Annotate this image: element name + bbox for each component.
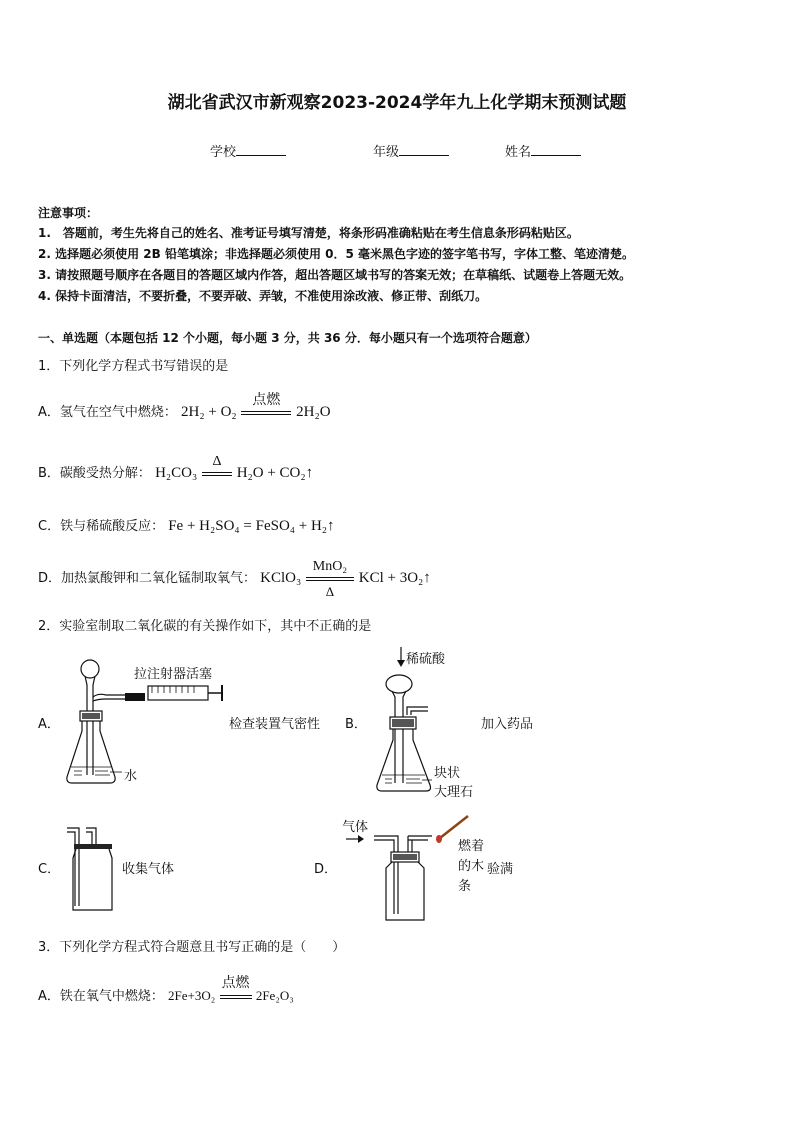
section-heading: 一、单选题（本题包括 12 个小题，每小题 3 分，共 36 分．每小题只有一个选项符合题意）: [38, 331, 537, 345]
q3-a-left: 2Fe+3O₂: [168, 988, 216, 1003]
q2-a-caption: 检查装置气密性: [229, 717, 321, 732]
name-blank: [531, 143, 581, 156]
q2-c-apparatus: [62, 824, 122, 916]
q1-b-cond-text: Δ: [212, 454, 222, 469]
q1-a-text: A．氢气在空气中燃烧：: [38, 405, 177, 420]
q1-stem: 1．下列化学方程式书写错误的是: [38, 359, 229, 374]
grade-blank: [399, 143, 449, 156]
q1-a-cond-text: 点燃: [252, 393, 281, 408]
q2-option-b-label: B．: [345, 717, 367, 732]
page-title: 湖北省武汉市新观察2023-2024学年九上化学期末预测试题: [167, 93, 627, 113]
q3-a-equals: [220, 995, 252, 999]
q3-a-right: 2Fe₂O₃: [255, 988, 294, 1003]
school-field: [210, 141, 286, 160]
q2-b-solid-label-2: 大理石: [434, 785, 474, 800]
q3-a-cond-text: 点燃: [221, 976, 250, 991]
q1-b-condition: [202, 454, 232, 482]
q2-stem: 2．实验室制取二氧化碳的有关操作如下，其中不正确的是: [38, 619, 372, 634]
q1-a-equals: [241, 411, 291, 415]
q2-d-stick-label-1: 燃着: [458, 839, 485, 854]
notice-item-1: 1. 答题前，考生先将自己的姓名、准考证号填写清楚，将条形码准确粘贴在考生信息条形码粘贴区。: [38, 226, 579, 240]
q1-b-right: H₂O + CO₂↑: [236, 465, 314, 481]
q2-option-d-label: D．: [314, 862, 338, 877]
q1-d-left: KClO₃: [260, 570, 302, 586]
q1-c-equation: Fe + H₂SO₄ = FeSO₄ + H₂↑: [168, 518, 335, 534]
q3-a-condition: [220, 976, 252, 1004]
name-field: [505, 141, 581, 160]
q1-a-equation: [181, 393, 331, 420]
grade-field: [373, 141, 449, 160]
q2-d-stick-label-2: 的木: [458, 859, 485, 874]
q1-d-cond-bot: Δ: [325, 584, 335, 599]
q1-option-c: [38, 515, 335, 535]
notice-item-4: 4. 保持卡面清洁，不要折叠，不要弄破、弄皱，不准使用涂改液、修正带、刮纸刀。: [38, 289, 488, 303]
q1-d-equation: [260, 559, 431, 599]
notice-heading: 注意事项：: [38, 206, 99, 220]
q1-option-a: [38, 393, 331, 421]
name-label: 姓名: [505, 145, 532, 160]
q1-d-equals: [306, 577, 354, 581]
q3-a-equation: [168, 976, 294, 1003]
q1-option-d: [38, 559, 431, 599]
q3-stem: 3．下列化学方程式符合题意且书写正确的是（ ）: [38, 940, 346, 955]
q2-option-a-label: A．: [38, 717, 60, 732]
q1-b-equals: [202, 472, 232, 476]
q1-c-text: C．铁与稀硫酸反应：: [38, 519, 165, 534]
q2-c-caption: 收集气体: [122, 862, 175, 877]
q3-a-text: A．铁在氧气中燃烧：: [38, 989, 164, 1004]
q1-a-condition: [241, 393, 291, 421]
q1-d-cond-top: MnO₂: [312, 559, 348, 574]
q3-option-a: [38, 976, 294, 1004]
q2-d-gas-label: 气体: [342, 820, 369, 835]
school-blank: [236, 143, 286, 156]
q2-b-solid-label-1: 块状: [434, 766, 461, 781]
q2-d-caption: 验满: [487, 862, 514, 877]
q2-b-acid-label: 稀硫酸: [406, 652, 446, 667]
q2-b-caption: 加入药品: [481, 717, 534, 732]
q1-a-right: 2H₂O: [296, 404, 331, 420]
q2-d-apparatus: [344, 822, 474, 922]
q1-a-left: 2H₂ + O₂: [181, 404, 237, 420]
q1-b-left: H₂CO₃: [155, 465, 198, 481]
school-label: 学校: [210, 145, 237, 160]
notice-item-2: 2. 选择题必须使用 2B 铅笔填涂；非选择题必须使用 0．5 毫米黑色字迹的签字笔书写，字体工整、笔迹清楚。: [38, 247, 634, 261]
q1-option-b: [38, 454, 314, 482]
q2-d-stick-label-3: 条: [458, 879, 472, 894]
q1-d-text: D．加热氯酸钾和二氧化锰制取氧气：: [38, 571, 257, 586]
q2-a-syringe-label: 拉注射器活塞: [134, 667, 213, 682]
q1-b-text: B．碳酸受热分解：: [38, 466, 151, 481]
q2-option-c-label: C．: [38, 862, 61, 877]
grade-label: 年级: [373, 145, 400, 160]
q1-d-right: KCl + 3O₂↑: [358, 570, 431, 586]
notice-item-3: 3. 请按照题号顺序在各题目的答题区域内作答，超出答题区域书写的答案无效；在草稿纸、试题卷上答题无效。: [38, 268, 632, 282]
q1-d-condition: [306, 559, 354, 599]
q2-a-water-label: 水: [124, 769, 138, 784]
q1-b-equation: [155, 454, 314, 481]
